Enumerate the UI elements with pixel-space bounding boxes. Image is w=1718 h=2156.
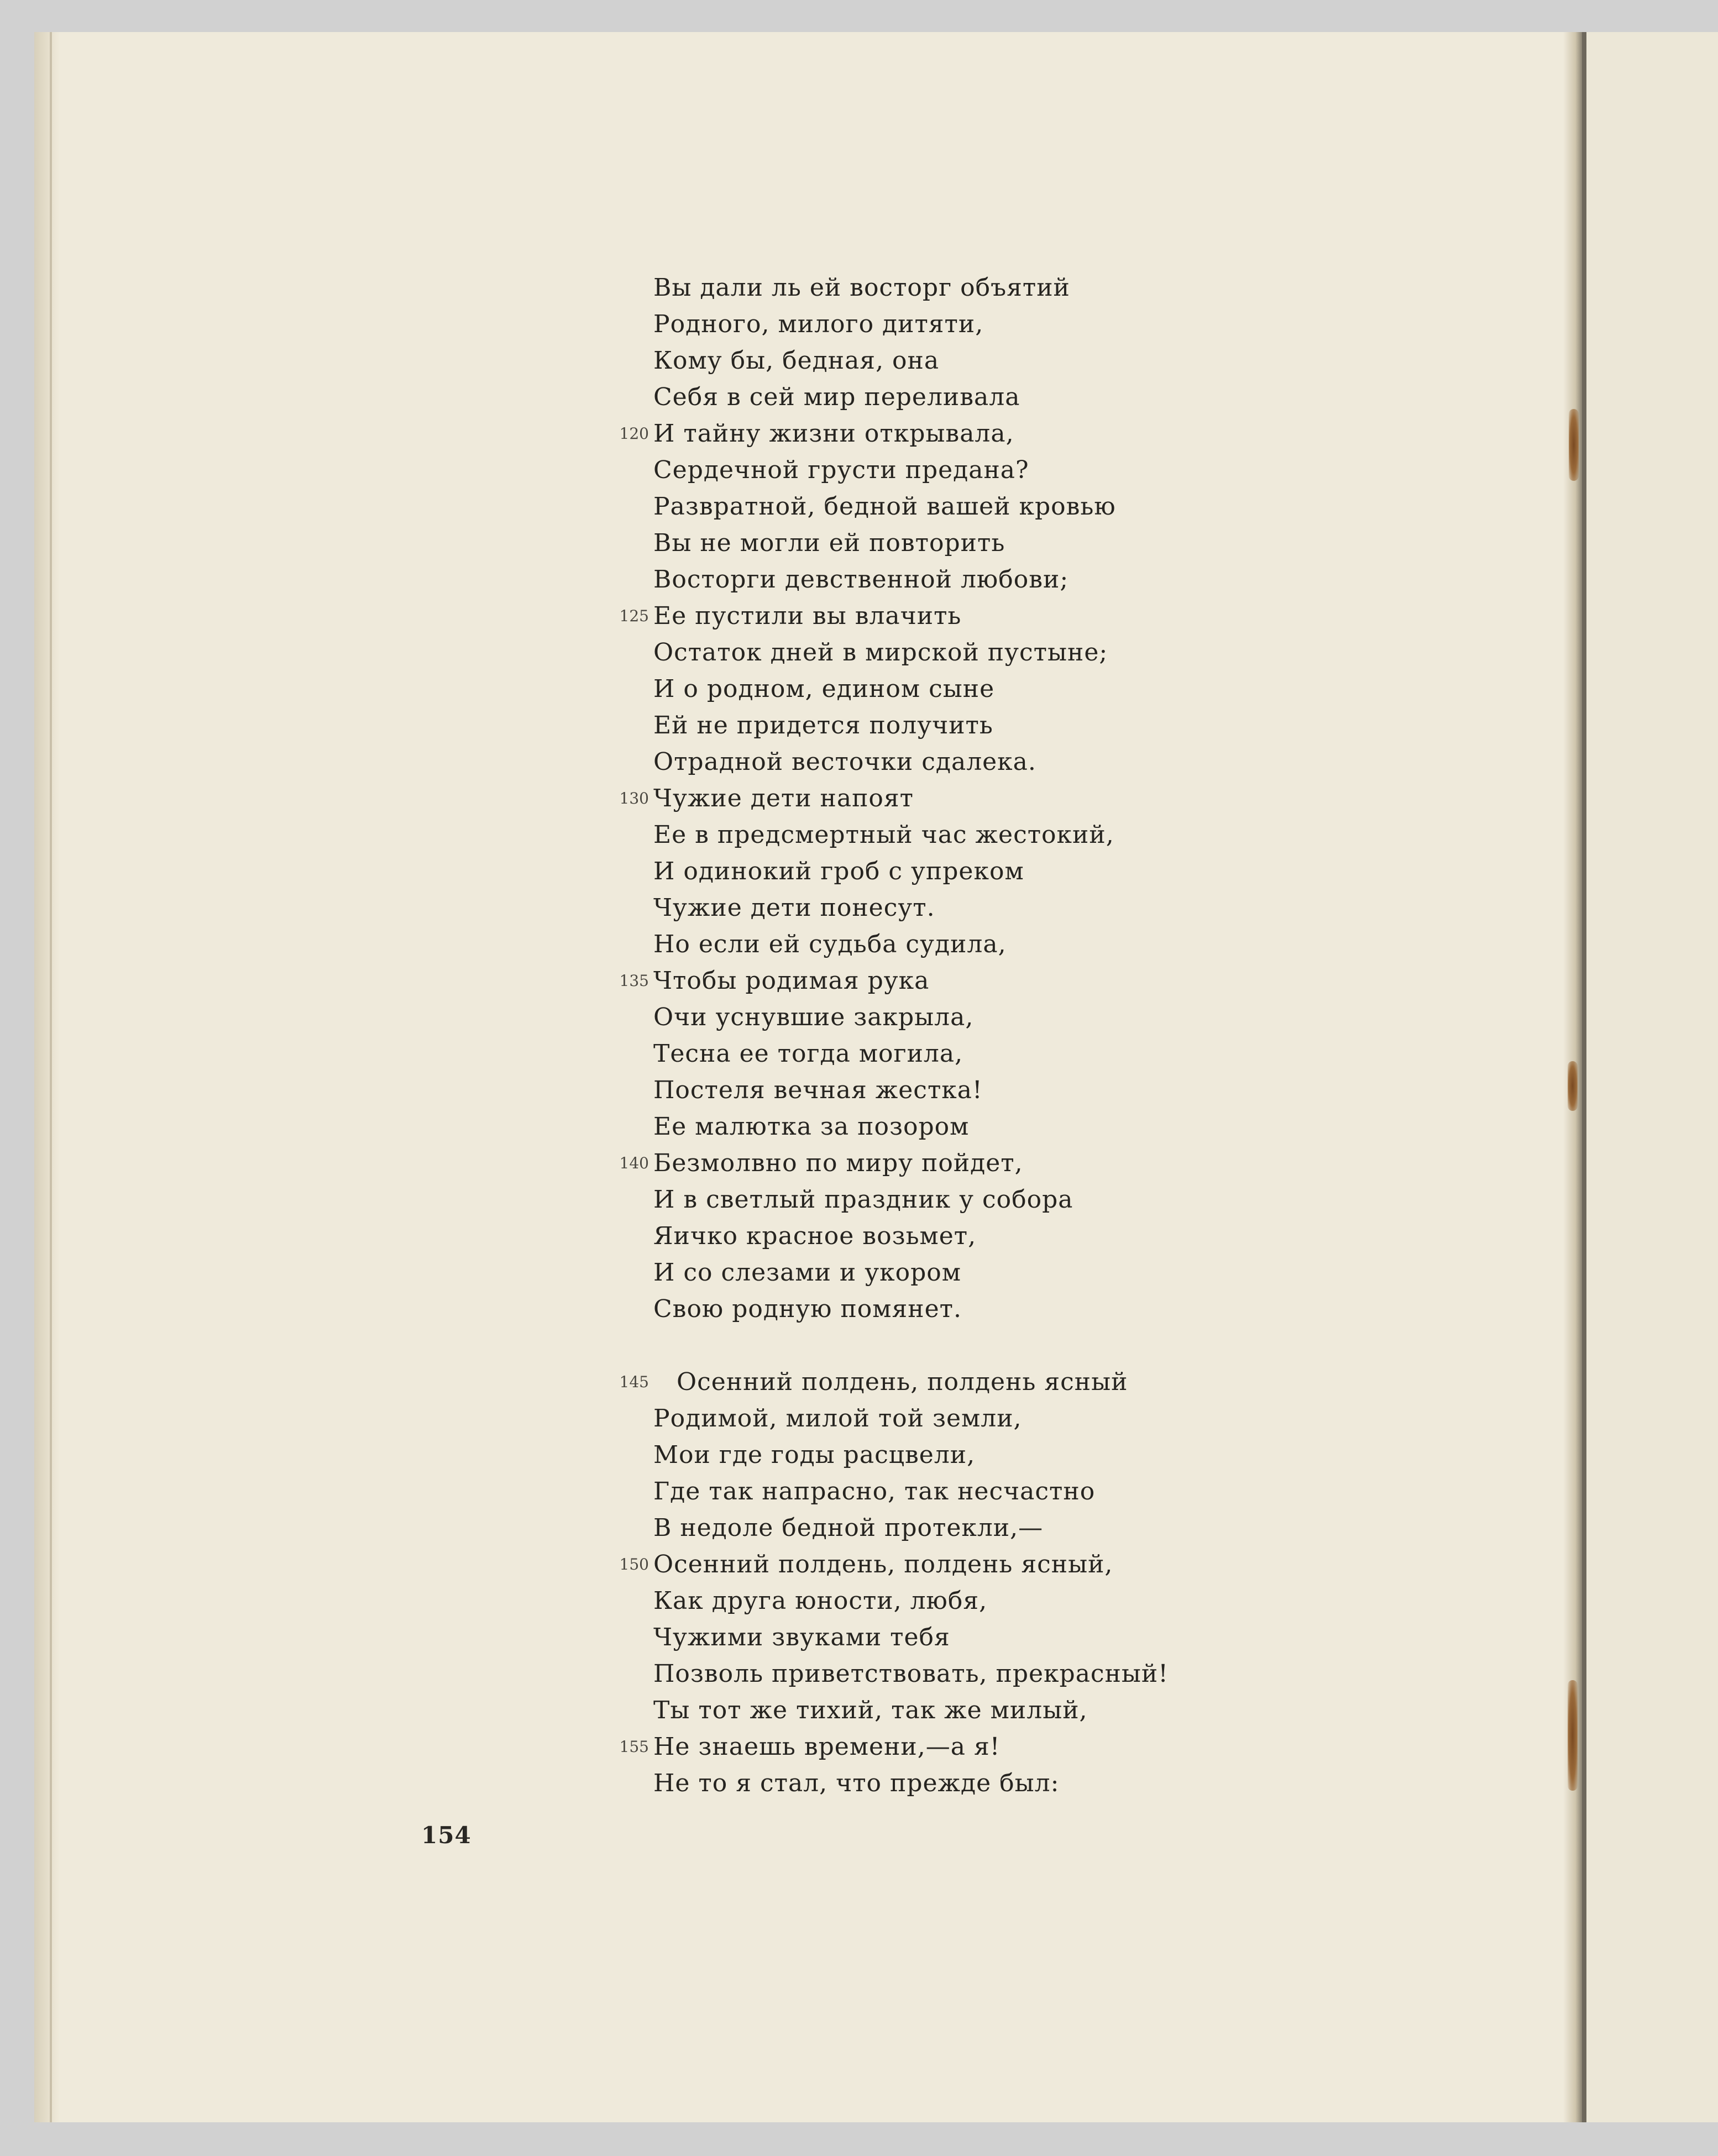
line-text: Осенний полдень, полдень ясный <box>677 1368 1128 1396</box>
line-text: Родного, милого дитяти, <box>653 310 984 338</box>
poem-line <box>653 926 1169 963</box>
poem-line <box>653 999 1169 1036</box>
line-text: Очи уснувшие закрыла, <box>653 1003 974 1031</box>
line-text: Себя в сей мир переливала <box>653 383 1020 411</box>
poem-line <box>619 598 1169 634</box>
line-text: Ее малютка за позором <box>653 1113 970 1141</box>
facing-page-edge <box>1582 32 1586 2122</box>
poem-line <box>653 744 1169 780</box>
poem-line <box>653 1182 1169 1218</box>
poem-line <box>653 817 1169 853</box>
line-text: Чужие дети напоят <box>653 784 914 812</box>
binding-stain <box>1568 1680 1578 1791</box>
line-text: Мои где годы расцвели, <box>653 1441 976 1469</box>
line-text: И тайну жизни открывала, <box>653 419 1014 448</box>
line-number: 140 <box>619 1154 649 1172</box>
poem-line <box>653 1109 1169 1145</box>
poem-line <box>653 1218 1169 1255</box>
line-text: Развратной, бедной вашей кровью <box>653 492 1116 521</box>
poem-line <box>653 634 1169 671</box>
poem-line <box>653 452 1169 489</box>
line-text: В недоле бедной протекли,— <box>653 1514 1044 1542</box>
poem-line <box>653 1583 1169 1619</box>
poem-line <box>653 343 1169 379</box>
poem-line <box>653 306 1169 343</box>
line-text: Чтобы родимая рука <box>653 967 930 995</box>
line-text: Ей не придется получить <box>653 711 993 739</box>
line-text: Тесна ее тогда могила, <box>653 1040 963 1068</box>
poem-line <box>653 1400 1169 1437</box>
poem-line <box>653 379 1169 416</box>
line-text: Ее пустили вы влачить <box>653 602 962 630</box>
line-text: Постеля вечная жестка! <box>653 1076 983 1104</box>
scan-background <box>0 2122 1718 2156</box>
line-text: Кому бы, бедная, она <box>653 347 940 375</box>
page-number: 154 <box>421 1822 472 1849</box>
poem-line <box>619 1729 1169 1765</box>
facing-page <box>1582 32 1718 2122</box>
poem-line <box>653 1473 1169 1510</box>
line-text: Сердечной грусти предана? <box>653 456 1029 484</box>
poem-line <box>653 1255 1169 1291</box>
line-text: Яичко красное возьмет, <box>653 1222 977 1250</box>
line-number: 150 <box>619 1555 649 1573</box>
line-text: Ты тот же тихий, так же милый, <box>653 1696 1088 1724</box>
line-number: 125 <box>619 607 649 625</box>
poem-line <box>653 1765 1169 1802</box>
line-number: 145 <box>619 1373 649 1391</box>
line-text: Вы дали ль ей восторг объятий <box>653 274 1070 302</box>
poem-line <box>653 707 1169 744</box>
line-number: 135 <box>619 972 649 990</box>
line-number: 130 <box>619 789 649 807</box>
poem-text <box>619 270 1169 1802</box>
poem-line <box>653 1510 1169 1546</box>
line-text: И со слезами и укором <box>653 1258 961 1287</box>
line-text: Не знаешь времени,—а я! <box>653 1733 1001 1761</box>
line-text: Осенний полдень, полдень ясный, <box>653 1550 1113 1578</box>
line-text: Где так напрасно, так несчастно <box>653 1477 1096 1505</box>
binding-line <box>50 32 52 2122</box>
poem-line <box>653 1656 1169 1692</box>
poem-line <box>653 1036 1169 1072</box>
poem-line <box>619 1546 1169 1583</box>
line-text: Остаток дней в мирской пустыне; <box>653 638 1108 667</box>
poem-line <box>653 1291 1169 1328</box>
line-text: Ее в предсмертный час жестокий, <box>653 821 1114 849</box>
line-number: 155 <box>619 1738 649 1756</box>
line-text: Чужими звуками тебя <box>653 1623 950 1651</box>
poem-line <box>653 1072 1169 1109</box>
poem-line <box>619 1145 1169 1182</box>
poem-line <box>653 1692 1169 1729</box>
line-text: Не то я стал, что прежде был: <box>653 1769 1060 1797</box>
poem-line <box>619 416 1169 452</box>
poem-line <box>653 562 1169 598</box>
poem-line <box>653 489 1169 525</box>
line-text: И одинокий гроб с упреком <box>653 857 1024 885</box>
line-text: Родимой, милой той земли, <box>653 1404 1022 1433</box>
poem-line <box>653 671 1169 707</box>
binding-stain <box>1568 1061 1578 1111</box>
line-text: Вы не могли ей повторить <box>653 529 1005 557</box>
poem-line <box>653 853 1169 890</box>
line-text: Но если ей судьба судила, <box>653 930 1007 958</box>
line-text: Восторги девственной любови; <box>653 565 1069 594</box>
poem-line <box>619 780 1169 817</box>
line-text: Позволь приветствовать, прекрасный! <box>653 1660 1169 1688</box>
line-text: Отрадной весточки сдалека. <box>653 748 1036 776</box>
poem-line <box>619 963 1169 999</box>
line-number: 120 <box>619 424 649 443</box>
poem-line <box>653 525 1169 562</box>
binding-stain <box>1569 409 1579 481</box>
poem-line <box>653 890 1169 926</box>
poem-line <box>619 1364 1169 1400</box>
book-page <box>34 32 1582 2122</box>
poem-line <box>653 270 1169 306</box>
line-text: Как друга юности, любя, <box>653 1587 988 1615</box>
line-text: Свою родную помянет. <box>653 1295 962 1323</box>
line-text: И о родном, едином сыне <box>653 675 995 703</box>
line-text: Безмолвно по миру пойдет, <box>653 1149 1023 1177</box>
line-text: Чужие дети понесут. <box>653 894 935 922</box>
page-binding <box>34 32 60 2122</box>
poem-line <box>653 1619 1169 1656</box>
line-text: И в светлый праздник у собора <box>653 1185 1073 1214</box>
poem-line <box>653 1437 1169 1473</box>
